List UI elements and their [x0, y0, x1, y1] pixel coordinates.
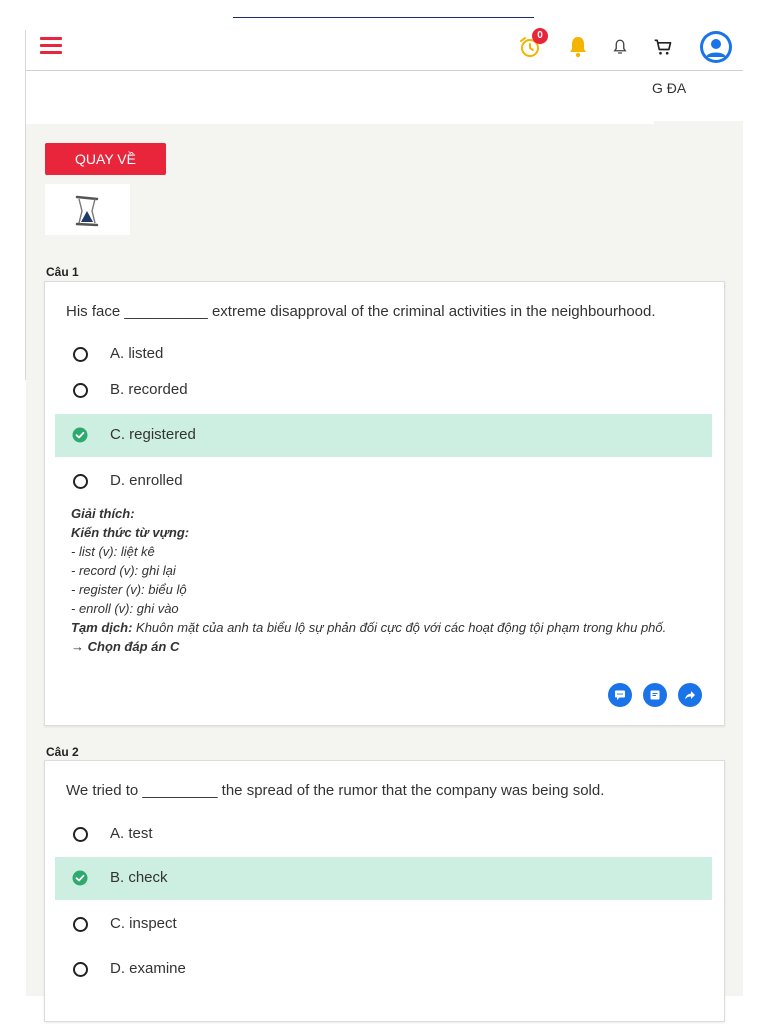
explanation-section: Kiến thức từ vựng: — [71, 525, 190, 540]
user-avatar-icon — [700, 31, 732, 63]
radio-icon — [73, 827, 88, 842]
sub-header — [26, 71, 743, 125]
explanation-title: Giải thích: — [71, 506, 135, 521]
comment-button[interactable] — [608, 683, 632, 707]
question-2-option-a[interactable] — [55, 813, 712, 856]
option-label: D. enrolled — [110, 472, 183, 489]
question-1-option-c[interactable] — [55, 414, 712, 457]
explanation-line: - enroll (v): ghi vào — [71, 601, 179, 616]
comment-icon — [614, 689, 626, 701]
question-2-option-d[interactable] — [55, 948, 712, 991]
radio-icon — [73, 962, 88, 977]
question-1-option-d[interactable] — [55, 460, 712, 503]
option-label: B. check — [110, 869, 168, 886]
alarm-badge: 0 — [532, 28, 548, 44]
option-label: A. listed — [110, 345, 164, 362]
check-circle-icon — [72, 427, 88, 443]
notification-bell-button[interactable] — [563, 32, 593, 62]
option-label: C. registered — [110, 426, 196, 443]
share-button[interactable] — [678, 683, 702, 707]
question-2-label: Câu 2 — [46, 745, 79, 759]
option-label: B. recorded — [110, 381, 188, 398]
radio-icon — [73, 474, 88, 489]
radio-icon — [73, 383, 88, 398]
top-divider — [233, 17, 534, 18]
avatar[interactable] — [700, 31, 732, 63]
option-label: C. inspect — [110, 915, 177, 932]
back-button[interactable]: QUAY VỀ — [45, 143, 166, 175]
radio-icon — [73, 917, 88, 932]
alarm-clock-button[interactable] — [515, 32, 545, 62]
bell-filled-icon — [566, 35, 590, 59]
question-1-text: His face __________ extreme disapproval of the criminal activities in the neighbourhood. — [66, 303, 656, 320]
timer-box — [45, 184, 130, 235]
share-arrow-icon — [684, 689, 696, 701]
subheader-text: G ĐA — [652, 80, 687, 96]
explanation-answer: → Chọn đáp án C — [71, 639, 180, 654]
radio-icon — [73, 347, 88, 362]
cart-icon — [653, 37, 673, 57]
explanation-translation — [71, 618, 711, 637]
cart-button[interactable] — [648, 32, 678, 62]
hourglass-icon — [74, 195, 100, 227]
note-button[interactable] — [643, 683, 667, 707]
translation-text: Khuôn mặt của anh ta biểu lộ sự phản đối cực độ với các hoạt động tội phạm trong khu phố. — [132, 620, 667, 635]
bell-button[interactable] — [605, 32, 635, 62]
option-label: D. examine — [110, 960, 186, 977]
question-2-card — [44, 760, 725, 1022]
option-label: A. test — [110, 825, 153, 842]
explanation-line: - register (v): biểu lộ — [71, 582, 187, 597]
top-bar — [26, 24, 743, 71]
question-2-option-c[interactable] — [55, 903, 712, 946]
explanation-line: - record (v): ghi lại — [71, 563, 176, 578]
question-1-card — [44, 281, 725, 726]
question-2-text: We tried to _________ the spread of the rumor that the company was being sold. — [66, 782, 605, 799]
check-circle-icon — [72, 870, 88, 886]
menu-icon[interactable] — [40, 37, 62, 55]
explanation-line: - list (v): liệt kê — [71, 544, 155, 559]
question-1-label: Câu 1 — [46, 265, 79, 279]
note-icon — [649, 689, 661, 701]
main-content — [26, 124, 743, 996]
question-2-option-b[interactable] — [55, 857, 712, 900]
translation-label: Tạm dịch: — [71, 620, 133, 635]
explanation — [71, 504, 711, 656]
bell-outline-icon — [611, 38, 629, 56]
question-1-option-b[interactable] — [55, 369, 712, 412]
